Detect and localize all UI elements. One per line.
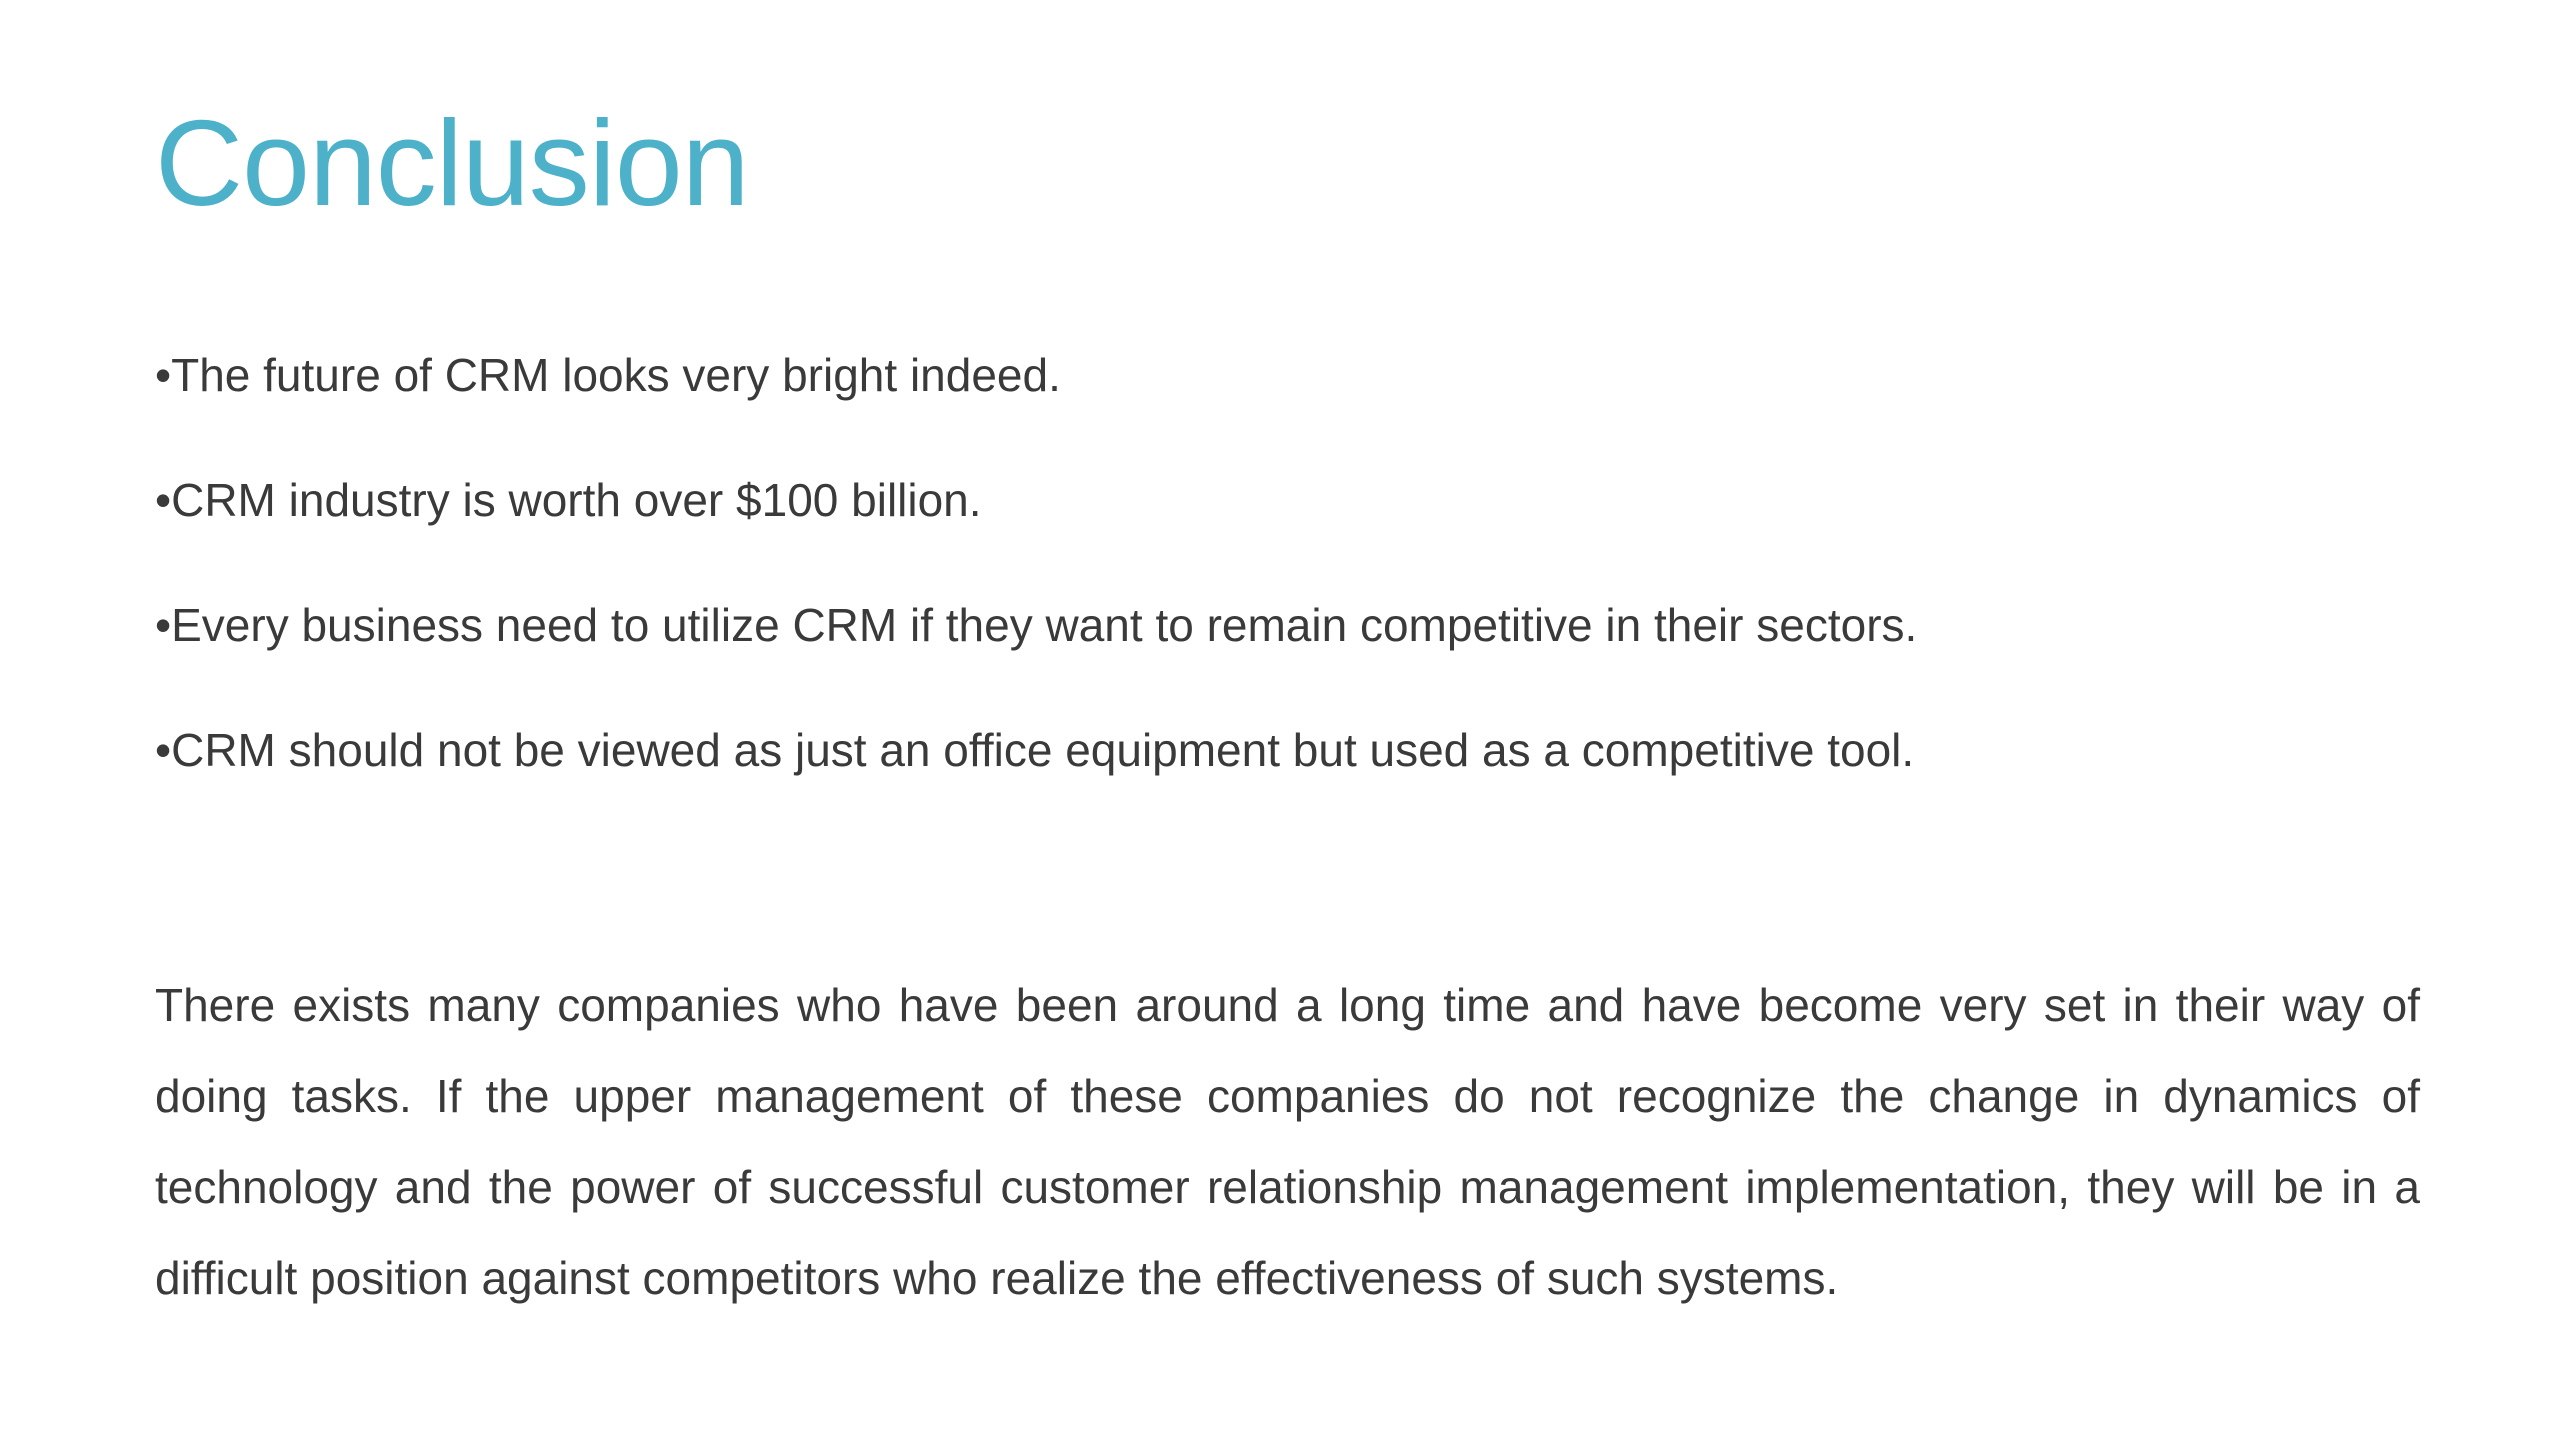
bullet-list <box>155 345 2415 845</box>
bullet-text: Every business need to utilize CRM if they want to remain competitive in their sectors. <box>171 599 1918 651</box>
bullet-item <box>155 345 2415 405</box>
conclusion-paragraph: There exists many companies who have been around a long time and have become very set in their way of doing tasks. If the upper management of these companies do not recognize the change in dynamics of technology and the power of successful customer relationship management implementation, they will be in a difficult position against competitors who realize the effectiveness of such systems. <box>155 979 2420 1304</box>
bullet-text: CRM industry is worth over $100 billion. <box>171 474 982 526</box>
bullet-text: The future of CRM looks very bright indeed. <box>171 349 1061 401</box>
bullet-marker: • <box>155 349 172 401</box>
bullet-marker: • <box>155 724 172 776</box>
bullet-text: CRM should not be viewed as just an office equipment but used as a competitive tool. <box>171 724 1915 776</box>
bullet-marker: • <box>155 474 172 526</box>
bullet-item <box>155 595 2415 655</box>
bullet-item <box>155 720 2415 780</box>
bullet-item <box>155 470 2415 530</box>
slide-title: Conclusion <box>155 95 749 231</box>
bullet-marker: • <box>155 599 172 651</box>
